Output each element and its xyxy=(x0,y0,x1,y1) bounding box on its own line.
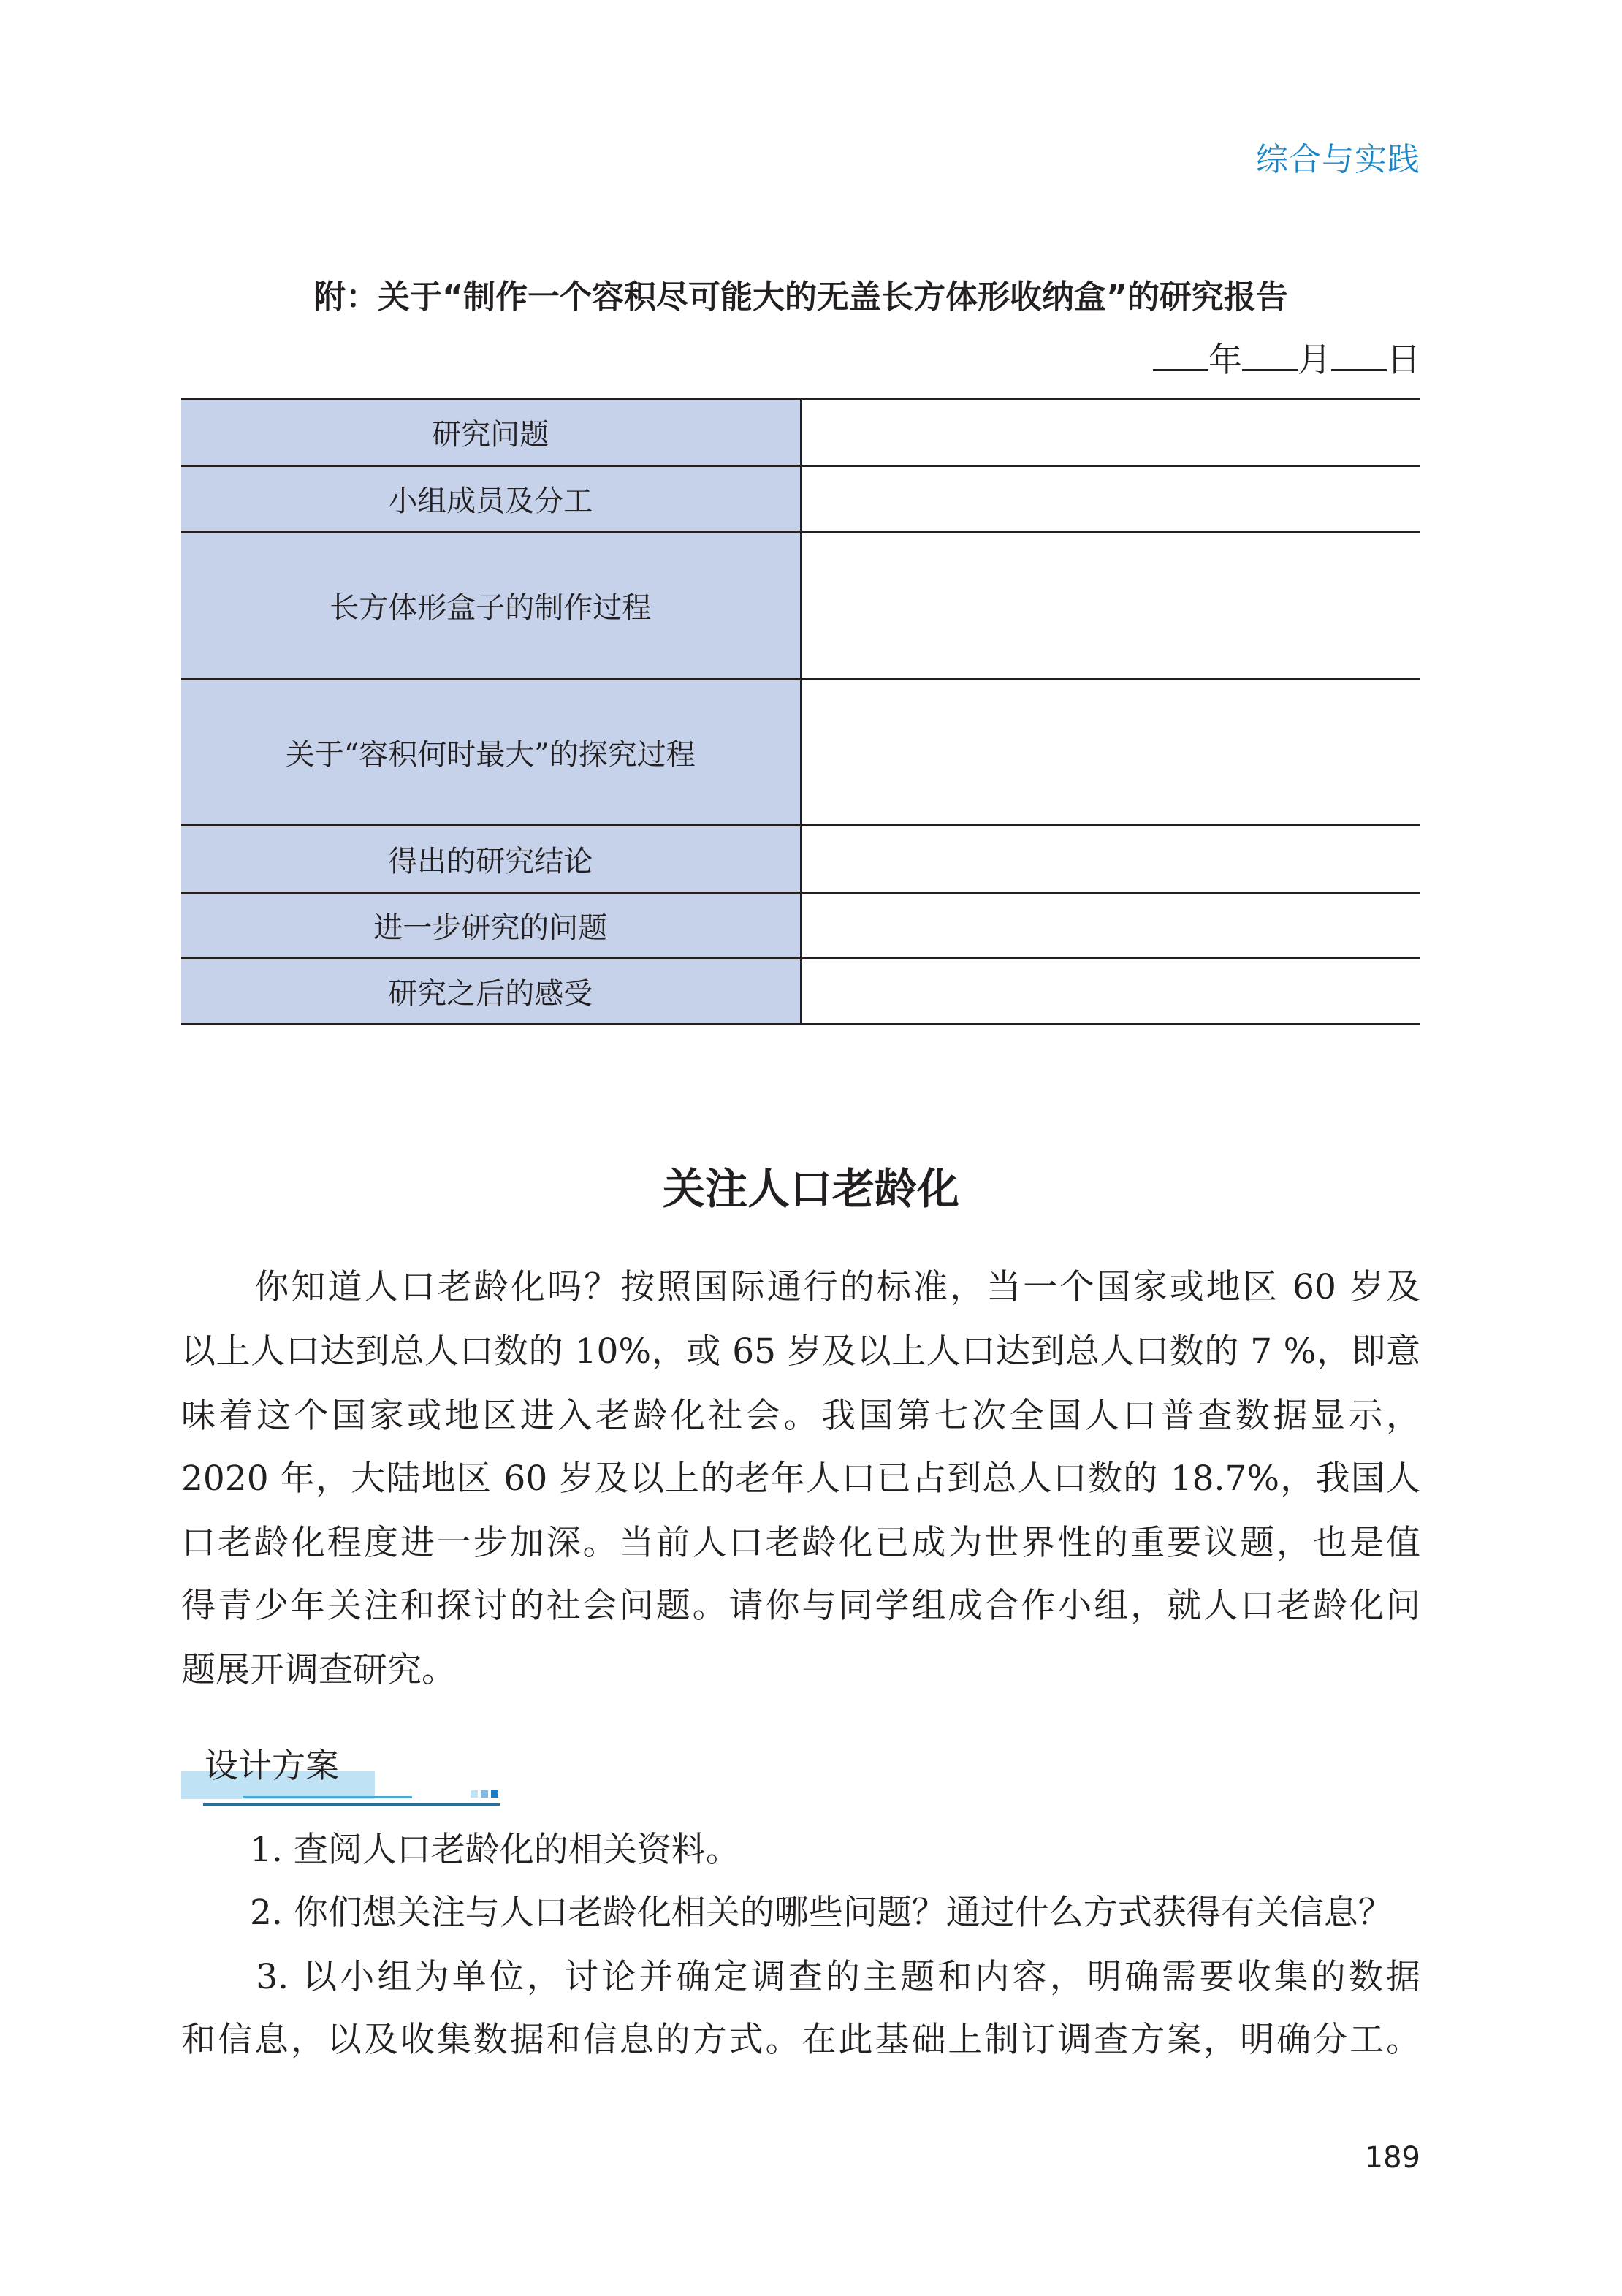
row-input[interactable] xyxy=(801,826,1420,893)
row-label: 小组成员及分工 xyxy=(181,466,801,532)
paragraph-line: 口老龄化程度进一步加深。当前人口老龄化已成为世界性的重要议题，也是值 xyxy=(181,1523,1420,1563)
row-label: 研究问题 xyxy=(181,399,801,466)
paragraph-line: 你知道人口老龄化吗？按照国际通行的标准，当一个国家或地区 60 岁及 xyxy=(181,1267,1420,1307)
row-label: 长方体形盒子的制作过程 xyxy=(181,532,801,680)
chapter-header: 综合与实践 xyxy=(1256,141,1420,178)
table-row xyxy=(181,532,1420,680)
row-input[interactable] xyxy=(801,959,1420,1025)
table-row xyxy=(181,399,1420,466)
list-item: 2. 你们想关注与人口老龄化相关的哪些问题？通过什么方式获得有关信息？ xyxy=(181,1893,1393,1933)
design-heading xyxy=(181,1739,503,1834)
row-label: 得出的研究结论 xyxy=(181,826,801,893)
row-input[interactable] xyxy=(801,532,1420,680)
table-row xyxy=(181,466,1420,532)
table-row xyxy=(181,893,1420,959)
row-label: 研究之后的感受 xyxy=(181,959,801,1025)
design-heading-text: 设计方案 xyxy=(205,1746,339,1785)
row-label: 关于“容积何时最大”的探究过程 xyxy=(181,680,801,826)
report-table xyxy=(181,398,1420,1025)
list-item: 和信息，以及收集数据和信息的方式。在此基础上制订调查方案，明确分工。 xyxy=(181,2020,1420,2060)
section-title: 关注人口老龄化 xyxy=(662,1164,959,1214)
page-number: 189 xyxy=(1364,2141,1420,2175)
row-input[interactable] xyxy=(801,680,1420,826)
table-row xyxy=(181,826,1420,893)
table-row xyxy=(181,959,1420,1025)
square-icon xyxy=(491,1790,498,1798)
square-icon xyxy=(471,1790,478,1798)
day-label: 日 xyxy=(1387,340,1420,379)
row-input[interactable] xyxy=(801,893,1420,959)
list-item: 3. 以小组为单位，讨论并确定调查的主题和内容，明确需要收集的数据 xyxy=(181,1957,1420,1997)
row-input[interactable] xyxy=(801,399,1420,466)
paragraph-line: 得青少年关注和探讨的社会问题。请你与同学组成合作小组，就人口老龄化问 xyxy=(181,1586,1420,1626)
report-title: 附：关于“制作一个容积尽可能大的无盖长方体形收纳盒”的研究报告 xyxy=(313,278,1288,316)
paragraph-line: 以上人口达到总人口数的 10%，或 65 岁及以上人口达到总人口数的 7 %，即意 xyxy=(181,1331,1420,1372)
paragraph-line: 题展开调查研究。 xyxy=(181,1650,456,1690)
year-label: 年 xyxy=(1208,340,1242,379)
square-icon xyxy=(481,1790,488,1798)
list-item: 1. 查阅人口老龄化的相关资料。 xyxy=(181,1830,740,1870)
row-input[interactable] xyxy=(801,466,1420,532)
paragraph-line: 味着这个国家或地区进入老龄化社会。我国第七次全国人口普查数据显示， xyxy=(181,1396,1420,1436)
paragraph-line: 2020 年，大陆地区 60 岁及以上的老年人口已占到总人口数的 18.7%，我国人 xyxy=(181,1459,1420,1499)
month-label: 月 xyxy=(1298,340,1331,379)
row-label: 进一步研究的问题 xyxy=(181,893,801,959)
table-row xyxy=(181,680,1420,826)
report-date xyxy=(1153,333,1420,381)
